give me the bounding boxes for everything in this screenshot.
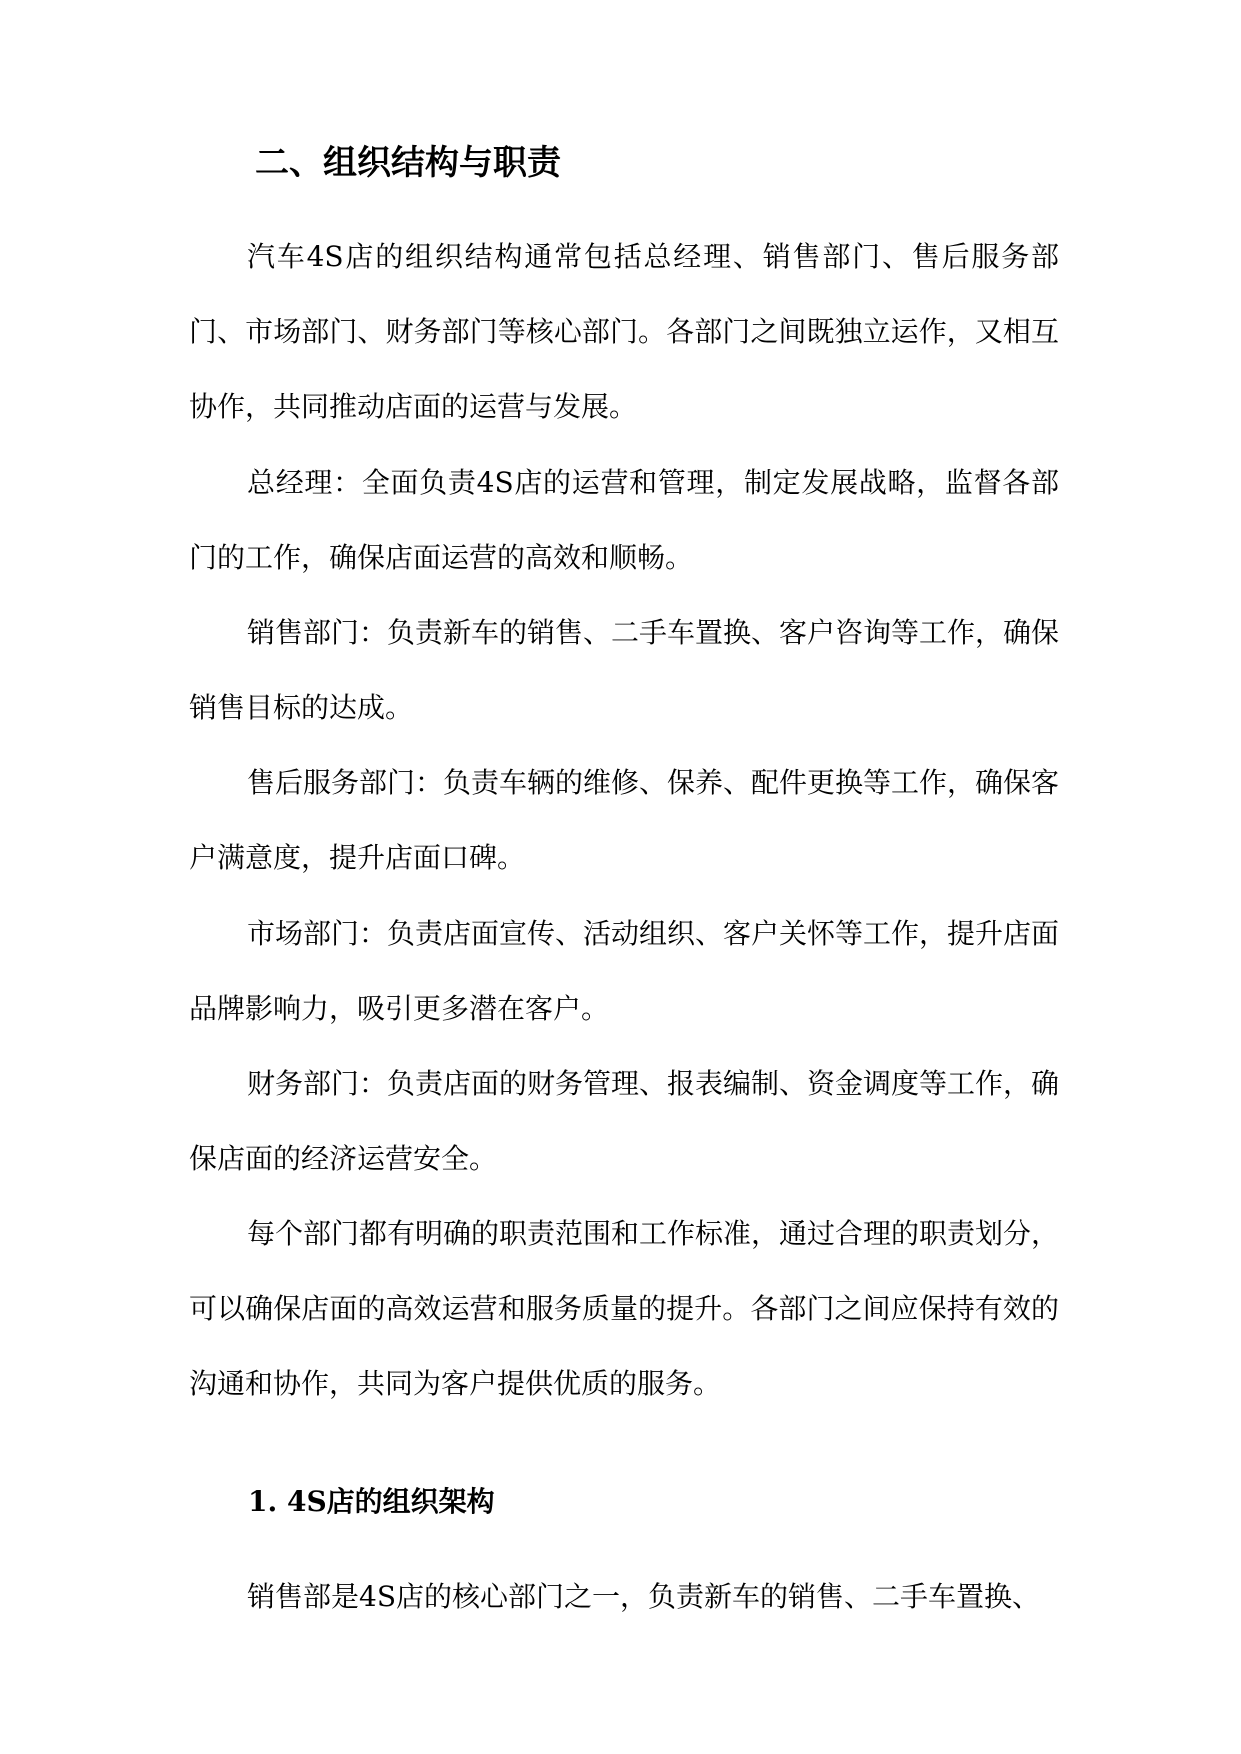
paragraph-marketing-dept: 市场部门：负责店面宣传、活动组织、客户关怀等工作，提升店面品牌影响力，吸引更多潜在客户。 [189,917,1060,1025]
paragraph-general-manager: 总经理：全面负责4S店的运营和管理，制定发展战略，监督各部门的工作，确保店面运营的高效和顺畅。 [189,466,1059,574]
paragraph-sales-core: 销售部是4S店的核心部门之一，负责新车的销售、二手车置换、 [247,1580,1040,1613]
section-title: 二、组织结构与职责 [255,143,561,183]
subsection-title: 1. 4S店的组织架构 [248,1485,495,1518]
paragraph-after-sales-dept: 售后服务部门：负责车辆的维修、保养、配件更换等工作，确保客户满意度，提升店面口碑。 [189,766,1060,874]
paragraph-finance-dept: 财务部门：负责店面的财务管理、报表编制、资金调度等工作，确保店面的经济运营安全。 [189,1067,1060,1175]
paragraph-sales-dept: 销售部门：负责新车的销售、二手车置换、客户咨询等工作，确保销售目标的达成。 [189,616,1060,724]
paragraph-responsibilities-summary: 每个部门都有明确的职责范围和工作标准，通过合理的职责划分，可以确保店面的高效运营和服务质量的提升。各部门之间应保持有效的沟通和协作，共同为客户提供优质的服务。 [189,1217,1060,1400]
paragraph-org-structure: 汽车4S店的组织结构通常包括总经理、销售部门、售后服务部门、市场部门、财务部门等核心部门。各部门之间既独立运作，又相互协作，共同推动店面的运营与发展。 [189,240,1059,423]
